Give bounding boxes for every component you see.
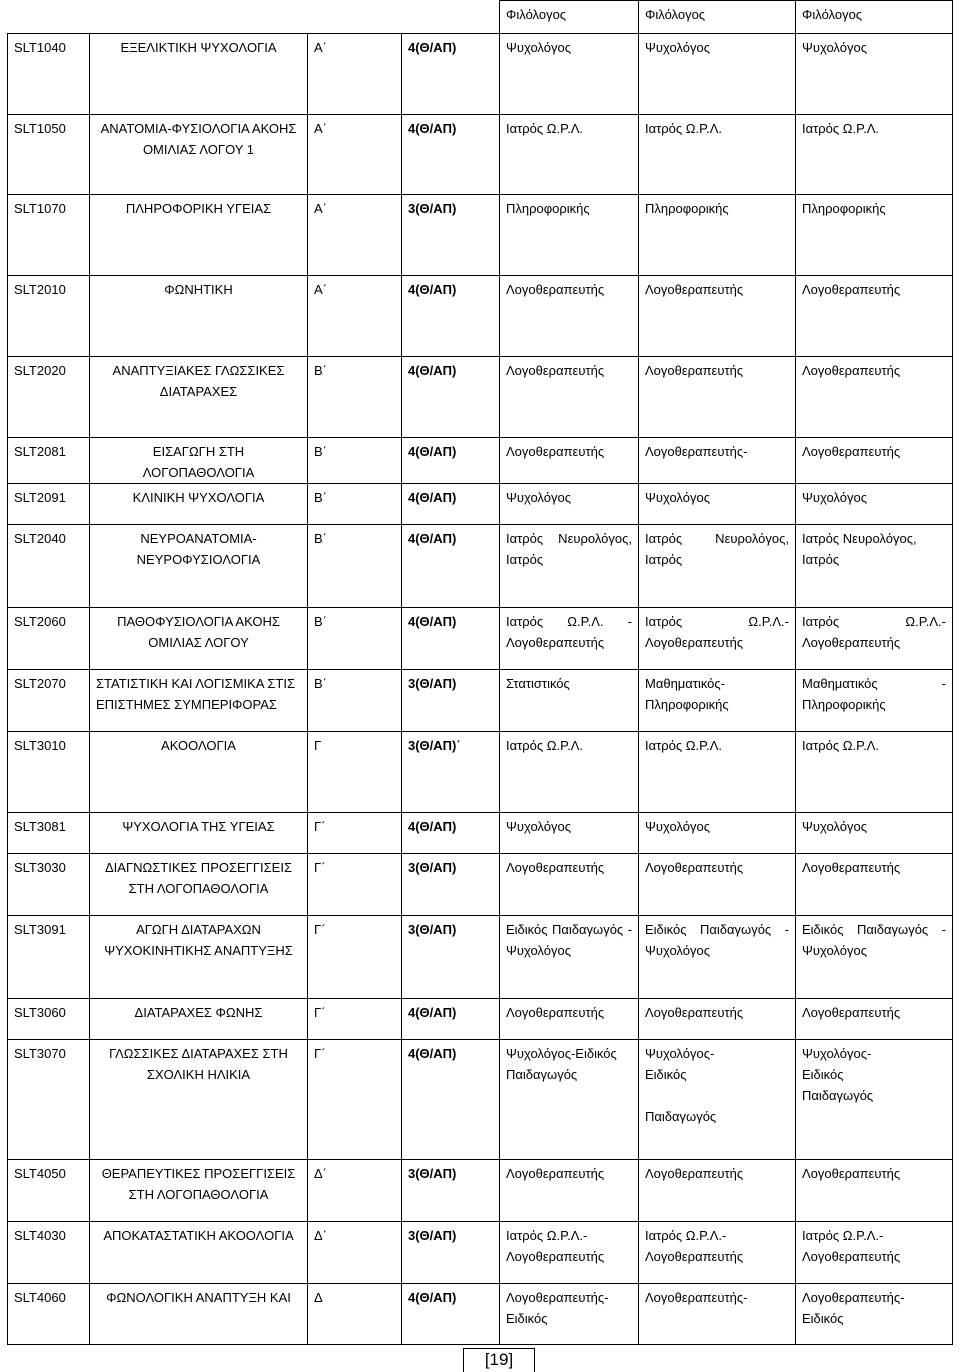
course-title-cell	[90, 276, 308, 357]
qualification-cell-text: Λογοθεραπευτής	[802, 363, 901, 378]
hours-cell-text: 3(Θ/ΑΠ)΄	[408, 738, 461, 753]
course-title-cell	[90, 854, 308, 916]
hours-cell	[402, 813, 500, 854]
course-title-cell	[90, 34, 308, 115]
course-code-cell-text: SLT1050	[14, 121, 66, 136]
qualification-cell-text: Λογοθεραπευτής	[506, 860, 605, 875]
qualification-cell	[500, 525, 639, 608]
qualification-cell-text: Λογοθεραπευτής	[506, 363, 605, 378]
table-row	[8, 276, 953, 357]
qualification-cell-text: Ψυχολόγος- Ειδικός Παιδαγωγός	[645, 1046, 717, 1124]
hours-cell	[402, 854, 500, 916]
course-code-cell	[8, 1040, 90, 1160]
hours-cell-text: 4(Θ/ΑΠ)	[408, 121, 457, 136]
hours-cell-text: 4(Θ/ΑΠ)	[408, 363, 457, 378]
course-code-cell-text: SLT3030	[14, 860, 66, 875]
qualification-cell-text: Λογοθεραπευτής-	[645, 444, 748, 459]
qualification-cell	[500, 34, 639, 115]
qualification-cell-text: Ιατρός Ω.Ρ.Λ.	[645, 738, 723, 753]
hours-cell-text: 3(Θ/ΑΠ)	[408, 201, 457, 216]
qualification-cell	[796, 525, 953, 608]
course-code-cell	[8, 195, 90, 276]
semester-cell-text: Γ΄	[314, 1005, 326, 1020]
course-title-cell	[90, 357, 308, 438]
course-title-cell-text: ΕΙΣΑΓΩΓΗ ΣΤΗ ΛΟΓΟΠΑΘΟΛΟΓΙΑ	[142, 444, 255, 480]
qualification-cell-text: Μαθηματικός - Πληροφορικής	[802, 676, 946, 712]
qualification-cell-text: Ψυχολόγος	[506, 819, 571, 834]
course-title-cell-text: ΑΓΩΓΗ ΔΙΑΤΑΡΑΧΩΝ ΨΥΧΟΚΙΝΗΤΙΚΗΣ ΑΝΑΠΤΥΞΗΣ	[104, 922, 293, 958]
hours-cell	[402, 484, 500, 525]
course-code-cell-text: SLT2020	[14, 363, 66, 378]
course-code-cell-text: SLT3091	[14, 922, 66, 937]
qualification-cell-text: Ιατρός Ω.Ρ.Λ.	[802, 738, 880, 753]
course-title-cell	[90, 484, 308, 525]
table-row	[8, 484, 953, 525]
semester-cell	[308, 854, 402, 916]
course-title-cell-text: ΔΙΑΓΝΩΣΤΙΚΕΣ ΠΡΟΣΕΓΓΙΣΕΙΣ ΣΤΗ ΛΟΓΟΠΑΘΟΛΟΓΙΑ	[105, 860, 292, 896]
table-row	[8, 813, 953, 854]
qualification-cell-text: Λογοθεραπευτής-	[645, 1290, 748, 1305]
qualification-cell	[500, 670, 639, 732]
qualification-cell-text: Ιατρός Ω.Ρ.Λ.- Λογοθεραπευτής	[645, 614, 789, 650]
hours-cell	[402, 1160, 500, 1222]
course-title-cell-text: ΑΚΟΟΛΟΓΙΑ	[161, 738, 236, 753]
qualification-cell-text: Ψυχολόγος	[506, 490, 571, 505]
hours-cell-text: 4(Θ/ΑΠ)	[408, 531, 457, 546]
hours-cell-text: 4(Θ/ΑΠ)	[408, 819, 457, 834]
qualification-cell-text: Λογοθεραπευτής	[506, 444, 605, 459]
qualification-cell	[500, 195, 639, 276]
course-code-cell	[8, 357, 90, 438]
semester-cell-text: Α΄	[314, 40, 327, 55]
semester-cell-text: Β΄	[314, 676, 327, 691]
qualification-cell-text: Ψυχολόγος	[802, 819, 867, 834]
qualification-cell-text: Πληροφορικής	[645, 201, 729, 216]
table-row	[8, 1222, 953, 1284]
course-title-cell	[90, 916, 308, 999]
course-title-cell-text: ΕΞΕΛΙΚΤΙΚΗ ΨΥΧΟΛΟΓΙΑ	[120, 40, 277, 55]
course-code-cell	[8, 732, 90, 813]
table-row	[8, 115, 953, 195]
course-code-cell	[8, 999, 90, 1040]
semester-cell-text: Δ	[314, 1290, 323, 1305]
empty-cell	[308, 1, 402, 34]
qualification-cell	[500, 916, 639, 999]
qualification-cell	[796, 732, 953, 813]
course-code-cell-text: SLT3070	[14, 1046, 66, 1061]
qualification-cell	[500, 1160, 639, 1222]
hours-cell	[402, 1222, 500, 1284]
table-row	[8, 854, 953, 916]
course-code-cell	[8, 608, 90, 670]
course-title-cell	[90, 670, 308, 732]
qualification-cell	[639, 732, 796, 813]
qualification-cell-text: Λογοθεραπευτής	[802, 282, 901, 297]
course-title-cell-text: ΑΝΑΠΤΥΞΙΑΚΕΣ ΓΛΩΣΣΙΚΕΣ ΔΙΑΤΑΡΑΧΕΣ	[112, 363, 285, 399]
qualification-cell-text: Λογοθεραπευτής	[645, 1005, 744, 1020]
qualification-cell	[639, 916, 796, 999]
hours-cell-text: 3(Θ/ΑΠ)	[408, 676, 457, 691]
hours-cell-text: 4(Θ/ΑΠ)	[408, 282, 457, 297]
semester-cell-text: Α΄	[314, 282, 327, 297]
course-title-cell	[90, 1222, 308, 1284]
qualification-cell-text: Ιατρός Ω.Ρ.Λ.- Λογοθεραπευτής	[506, 1228, 605, 1264]
table-row	[8, 608, 953, 670]
course-code-cell-text: SLT2070	[14, 676, 66, 691]
course-title-cell-text: ΨΥΧΟΛΟΓΙΑ ΤΗΣ ΥΓΕΙΑΣ	[122, 819, 275, 834]
qualification-cell	[500, 1222, 639, 1284]
qualification-cell-text: Ιατρός Ω.Ρ.Λ.	[645, 121, 723, 136]
semester-cell	[308, 438, 402, 484]
semester-cell	[308, 670, 402, 732]
qualification-cell	[500, 999, 639, 1040]
qualification-cell	[500, 276, 639, 357]
qualification-cell	[796, 34, 953, 115]
qualification-cell: Φιλόλογος	[639, 1, 796, 34]
semester-cell	[308, 484, 402, 525]
qualification-cell-text: Λογοθεραπευτής	[802, 444, 901, 459]
qualification-cell	[639, 1040, 796, 1160]
qualification-cell-text: Λογοθεραπευτής- Ειδικός	[802, 1290, 905, 1326]
hours-cell	[402, 34, 500, 115]
course-code-cell	[8, 813, 90, 854]
course-title-cell-text: ΑΠΟΚΑΤΑΣΤΑΤΙΚΗ ΑΚΟΟΛΟΓΙΑ	[103, 1228, 294, 1243]
table-row	[8, 195, 953, 276]
qualification-cell	[796, 670, 953, 732]
qualification-cell	[500, 484, 639, 525]
qualification-cell	[639, 1160, 796, 1222]
qualification-cell	[639, 525, 796, 608]
qualification-cell-text: Λογοθεραπευτής	[506, 282, 605, 297]
course-title-cell-text: ΚΛΙΝΙΚΗ ΨΥΧΟΛΟΓΙΑ	[132, 490, 265, 505]
course-code-cell	[8, 34, 90, 115]
course-code-cell-text: SLT4050	[14, 1166, 66, 1181]
course-title-cell-text: ΣΤΑΤΙΣΤΙΚΗ ΚΑΙ ΛΟΓΙΣΜΙΚΑ ΣΤΙΣ ΕΠΙΣΤΗΜΕΣ ΣΥΜΠΕΡΙΦΟΡΑΣ	[96, 676, 296, 712]
hours-cell-text: 3(Θ/ΑΠ)	[408, 1228, 457, 1243]
qualification-cell	[500, 1284, 639, 1345]
qualification-cell-text: Στατιστικός	[506, 676, 570, 691]
qualification-cell-text: Ιατρός Νευρολόγος, Ιατρός	[506, 531, 632, 567]
course-code-cell-text: SLT2060	[14, 614, 66, 629]
semester-cell-text: Γ΄	[314, 1046, 326, 1061]
qualification-cell	[796, 115, 953, 195]
course-code-cell-text: SLT2081	[14, 444, 66, 459]
qualification-cell-text: Λογοθεραπευτής	[802, 1166, 901, 1181]
hours-cell	[402, 438, 500, 484]
course-title-cell-text: ΠΛΗΡΟΦΟΡΙΚΗ ΥΓΕΙΑΣ	[125, 201, 272, 216]
course-code-cell-text: SLT3010	[14, 738, 66, 753]
qualification-cell: Φιλόλογος	[796, 1, 953, 34]
qualification-cell-text: Πληροφορικής	[802, 201, 886, 216]
table-row	[8, 1284, 953, 1345]
page-number: [19]	[463, 1348, 535, 1372]
course-code-cell	[8, 1284, 90, 1345]
qualification-cell	[500, 357, 639, 438]
qualification-cell-text: Ψυχολόγος	[802, 40, 867, 55]
course-code-cell-text: SLT3060	[14, 1005, 66, 1020]
course-code-cell	[8, 484, 90, 525]
qualification-cell	[639, 608, 796, 670]
qualification-cell-text: Λογοθεραπευτής	[802, 1005, 901, 1020]
semester-cell-text: Γ	[314, 738, 322, 753]
hours-cell-text: 3(Θ/ΑΠ)	[408, 922, 457, 937]
course-code-cell	[8, 854, 90, 916]
course-code-cell-text: SLT1040	[14, 40, 66, 55]
qualification-cell-text: Ιατρός Ω.Ρ.Λ.	[802, 121, 880, 136]
qualification-cell-text: Ψυχολόγος	[506, 40, 571, 55]
hours-cell	[402, 115, 500, 195]
course-code-cell	[8, 670, 90, 732]
hours-cell-text: 4(Θ/ΑΠ)	[408, 444, 457, 459]
course-title-cell	[90, 1040, 308, 1160]
semester-cell	[308, 357, 402, 438]
qualification-cell	[500, 608, 639, 670]
table-row	[8, 525, 953, 608]
qualification-cell	[639, 854, 796, 916]
qualification-cell-text: Ιατρός Ω.Ρ.Λ. - Λογοθεραπευτής	[506, 614, 632, 650]
hours-cell-text: 4(Θ/ΑΠ)	[408, 490, 457, 505]
semester-cell-text: Α΄	[314, 201, 327, 216]
course-code-cell	[8, 438, 90, 484]
semester-cell-text: Α΄	[314, 121, 327, 136]
semester-cell	[308, 34, 402, 115]
hours-cell	[402, 525, 500, 608]
qualification-cell-text: Λογοθεραπευτής- Ειδικός	[506, 1290, 609, 1326]
course-title-cell	[90, 525, 308, 608]
qualification-cell	[796, 276, 953, 357]
qualification-cell-text: Ψυχολόγος	[645, 819, 710, 834]
course-title-cell	[90, 195, 308, 276]
table-row	[8, 1040, 953, 1160]
course-code-cell	[8, 916, 90, 999]
hours-cell	[402, 916, 500, 999]
course-title-cell	[90, 608, 308, 670]
qualification-cell	[796, 1160, 953, 1222]
qualification-cell	[796, 608, 953, 670]
course-code-cell	[8, 115, 90, 195]
course-title-cell-text: ΔΙΑΤΑΡΑΧΕΣ ΦΩΝΗΣ	[134, 1005, 263, 1020]
semester-cell	[308, 195, 402, 276]
qualification-cell-text: Λογοθεραπευτής	[645, 363, 744, 378]
qualification-cell	[500, 1040, 639, 1160]
course-code-cell-text: SLT4060	[14, 1290, 66, 1305]
table-row	[8, 916, 953, 999]
qualification-cell	[796, 1222, 953, 1284]
semester-cell-text: Δ΄	[314, 1228, 328, 1243]
semester-cell	[308, 1222, 402, 1284]
qualification-cell	[500, 732, 639, 813]
qualification-cell	[796, 1040, 953, 1160]
qualification-cell-text: Ιατρός Ω.Ρ.Λ.	[506, 121, 584, 136]
semester-cell	[308, 999, 402, 1040]
qualification-cell-text: Λογοθεραπευτής	[645, 1166, 744, 1181]
qualification-cell-text: Ιατρός Ω.Ρ.Λ.- Λογοθεραπευτής	[802, 1228, 901, 1264]
course-title-cell	[90, 732, 308, 813]
course-code-cell-text: SLT1070	[14, 201, 66, 216]
table-row	[8, 999, 953, 1040]
qualification-cell	[639, 484, 796, 525]
semester-cell	[308, 276, 402, 357]
semester-cell-text: Γ΄	[314, 819, 326, 834]
qualification-cell-text: Ιατρός Νευρολόγος, Ιατρός	[645, 531, 789, 567]
qualification-cell	[796, 854, 953, 916]
semester-cell	[308, 1040, 402, 1160]
course-code-cell-text: SLT2040	[14, 531, 66, 546]
hours-cell-text: 3(Θ/ΑΠ)	[408, 1166, 457, 1181]
empty-cell	[90, 1, 308, 34]
course-code-cell	[8, 1160, 90, 1222]
hours-cell	[402, 276, 500, 357]
hours-cell	[402, 999, 500, 1040]
qualification-cell	[500, 438, 639, 484]
course-code-cell-text: SLT4030	[14, 1228, 66, 1243]
semester-cell	[308, 115, 402, 195]
qualification-cell-text: Ειδικός Παιδαγωγός - Ψυχολόγος	[506, 922, 632, 958]
qualification-cell-text: Ιατρός Ω.Ρ.Λ.- Λογοθεραπευτής	[645, 1228, 744, 1264]
course-code-cell-text: SLT2091	[14, 490, 66, 505]
qualification-cell-text: Λογοθεραπευτής	[645, 282, 744, 297]
qualification-cell-text: Ψυχολόγος	[802, 490, 867, 505]
qualification-cell-text: Λογοθεραπευτής	[645, 860, 744, 875]
hours-cell	[402, 732, 500, 813]
qualification-cell-text: Ψυχολόγος- Ειδικός Παιδαγωγός	[802, 1046, 874, 1103]
qualification-cell	[796, 999, 953, 1040]
course-title-cell-text: ΘΕΡΑΠΕΥΤΙΚΕΣ ΠΡΟΣΕΓΓΙΣΕΙΣ ΣΤΗ ΛΟΓΟΠΑΘΟΛΟΓΙΑ	[101, 1166, 296, 1202]
semester-cell-text: Β΄	[314, 490, 327, 505]
qualification-cell	[796, 813, 953, 854]
qualification-cell-text: Ειδικός Παιδαγωγός - Ψυχολόγος	[802, 922, 946, 958]
hours-cell	[402, 1040, 500, 1160]
qualification-cell	[639, 357, 796, 438]
hours-cell	[402, 608, 500, 670]
qualification-cell-text: Λογοθεραπευτής	[506, 1005, 605, 1020]
qualification-cell-text: Ειδικός Παιδαγωγός - Ψυχολόγος	[645, 922, 789, 958]
qualification-cell	[639, 1284, 796, 1345]
qualification-cell	[639, 670, 796, 732]
qualification-cell	[796, 195, 953, 276]
qualification-cell-text: Ψυχολόγος	[645, 40, 710, 55]
qualification-cell	[796, 484, 953, 525]
qualification-cell-text: Ψυχολόγος-Ειδικός Παιδαγωγός	[506, 1046, 617, 1082]
qualification-cell-text: Ιατρός Ω.Ρ.Λ.	[506, 738, 584, 753]
course-code-cell-text: SLT2010	[14, 282, 66, 297]
qualification-cell	[796, 357, 953, 438]
hours-cell-text: 4(Θ/ΑΠ)	[408, 1005, 457, 1020]
table-row	[8, 670, 953, 732]
qualification-cell-text: Λογοθεραπευτής	[802, 860, 901, 875]
table-row	[8, 357, 953, 438]
table-row	[8, 438, 953, 484]
empty-cell	[8, 1, 90, 34]
qualification-cell-text: Λογοθεραπευτής	[506, 1166, 605, 1181]
qualification-cell	[500, 854, 639, 916]
semester-cell-text: Β΄	[314, 614, 327, 629]
hours-cell	[402, 1284, 500, 1345]
hours-cell-text: 3(Θ/ΑΠ)	[408, 860, 457, 875]
course-code-cell	[8, 1222, 90, 1284]
semester-cell-text: Β΄	[314, 531, 327, 546]
qualification-cell	[639, 1222, 796, 1284]
semester-cell-text: Δ΄	[314, 1166, 328, 1181]
qualification-cell	[639, 438, 796, 484]
semester-cell	[308, 916, 402, 999]
semester-cell-text: Β΄	[314, 444, 327, 459]
qualification-cell-text: Ψυχολόγος	[645, 490, 710, 505]
hours-cell-text: 4(Θ/ΑΠ)	[408, 1290, 457, 1305]
course-title-cell-text: ΠΑΘΟΦΥΣΙΟΛΟΓΙΑ ΑΚΟΗΣ ΟΜΙΛΙΑΣ ΛΟΓΟΥ	[117, 614, 280, 650]
course-title-cell-text: ΝΕΥΡΟΑΝΑΤΟΜΙΑ- ΝΕΥΡΟΦΥΣΙΟΛΟΓΙΑ	[136, 531, 261, 567]
semester-cell	[308, 608, 402, 670]
hours-cell-text: 4(Θ/ΑΠ)	[408, 614, 457, 629]
qualification-cell	[639, 813, 796, 854]
semester-cell-text: Γ΄	[314, 860, 326, 875]
qualification-cell	[796, 1284, 953, 1345]
qualification-cell	[500, 813, 639, 854]
table-row	[8, 34, 953, 115]
course-code-cell	[8, 525, 90, 608]
semester-cell	[308, 732, 402, 813]
semester-cell-text: Γ΄	[314, 922, 326, 937]
table-row-header-continuation	[8, 1, 953, 34]
qualification-cell: Φιλόλογος	[500, 1, 639, 34]
semester-cell	[308, 813, 402, 854]
empty-cell	[402, 1, 500, 34]
qualification-cell	[639, 115, 796, 195]
course-title-cell-text: ΑΝΑΤΟΜΙΑ-ΦΥΣΙΟΛΟΓΙΑ ΑΚΟΗΣ ΟΜΙΛΙΑΣ ΛΟΓΟΥ 1	[100, 121, 297, 157]
course-title-cell	[90, 438, 308, 484]
course-title-cell-text: ΦΩΝΗΤΙΚΗ	[164, 282, 233, 297]
semester-cell	[308, 1284, 402, 1345]
qualification-cell	[639, 34, 796, 115]
hours-cell	[402, 357, 500, 438]
semester-cell	[308, 525, 402, 608]
course-title-cell	[90, 999, 308, 1040]
course-title-cell	[90, 1284, 308, 1345]
course-title-cell	[90, 813, 308, 854]
semester-cell	[308, 1160, 402, 1222]
course-title-cell	[90, 1160, 308, 1222]
qualification-cell-text: Ιατρός Ω.Ρ.Λ.- Λογοθεραπευτής	[802, 614, 946, 650]
course-title-cell	[90, 115, 308, 195]
qualification-cell	[639, 999, 796, 1040]
qualification-cell	[796, 438, 953, 484]
course-staffing-table	[7, 0, 953, 1345]
semester-cell-text: Β΄	[314, 363, 327, 378]
table-row	[8, 732, 953, 813]
hours-cell-text: 4(Θ/ΑΠ)	[408, 1046, 457, 1061]
qualification-cell-text: Ιατρός Νευρολόγος, Ιατρός	[802, 531, 917, 567]
qualification-cell	[500, 115, 639, 195]
hours-cell-text: 4(Θ/ΑΠ)	[408, 40, 457, 55]
qualification-cell-text: Πληροφορικής	[506, 201, 590, 216]
course-code-cell-text: SLT3081	[14, 819, 66, 834]
qualification-cell	[639, 195, 796, 276]
hours-cell	[402, 670, 500, 732]
qualification-cell	[796, 916, 953, 999]
course-title-cell-text: ΦΩΝΟΛΟΓΙΚΗ ΑΝΑΠΤΥΞΗ ΚΑΙ	[106, 1290, 291, 1305]
table-row	[8, 1160, 953, 1222]
course-code-cell	[8, 276, 90, 357]
qualification-cell-text: Μαθηματικός- Πληροφορικής	[645, 676, 729, 712]
qualification-cell	[639, 276, 796, 357]
hours-cell	[402, 195, 500, 276]
course-title-cell-text: ΓΛΩΣΣΙΚΕΣ ΔΙΑΤΑΡΑΧΕΣ ΣΤΗ ΣΧΟΛΙΚΗ ΗΛΙΚΙΑ	[109, 1046, 288, 1082]
